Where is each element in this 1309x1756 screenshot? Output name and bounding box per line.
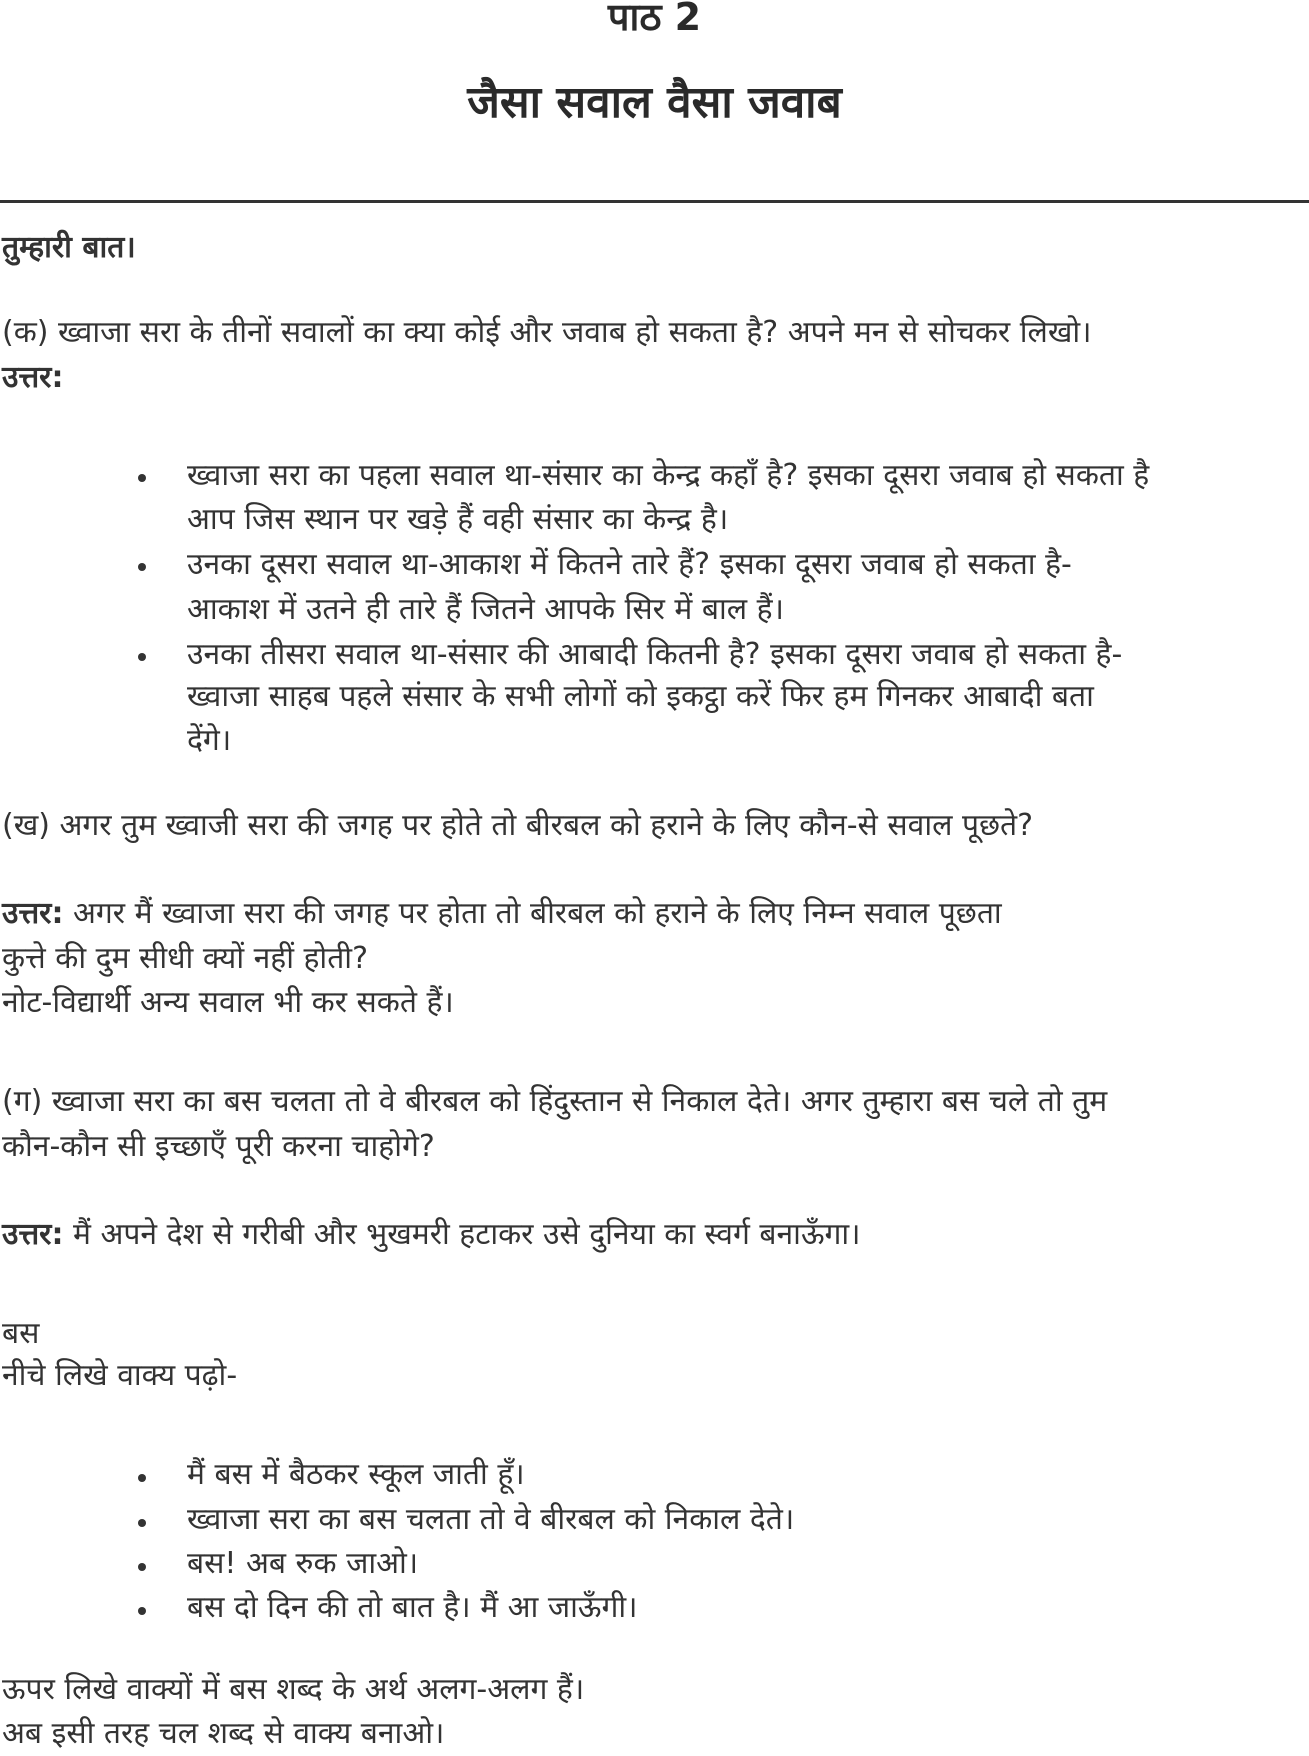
list-item: ख्वाजा सरा का बस चलता तो वे बीरबल को निकाल देते। (187, 1502, 795, 1537)
list-item-continued: देंगे। (187, 723, 232, 758)
answer-note: नोट-विद्यार्थी अन्य सवाल भी कर सकते हैं। (2, 985, 454, 1020)
bullet-icon (138, 1563, 146, 1571)
answer-ga (2, 1213, 861, 1257)
list-item-continued: आकाश में उतने ही तारे हैं जितने आपके सिर में बाल हैं। (187, 592, 784, 627)
question-ka: (क) ख्वाजा सरा के तीनों सवालों का क्या कोई और जवाब हो सकता है? अपने मन से सोचकर लिखो। (2, 315, 1092, 350)
question-kha: (ख) अगर तुम ख्वाजी सरा की जगह पर होते तो बीरबल को हराने के लिए कौन-से सवाल पूछते? (2, 808, 1034, 843)
answer-label: उत्तर: (2, 896, 64, 931)
bas-heading: बस (2, 1316, 40, 1351)
bullet-icon (138, 1607, 146, 1615)
lesson-title: जैसा सवाल वैसा जवाब (467, 77, 842, 128)
bullet-icon (138, 653, 146, 661)
bas-instruction: नीचे लिखे वाक्य पढ़ो- (2, 1358, 238, 1393)
bullet-icon (138, 1519, 146, 1527)
list-item: मैं बस में बैठकर स्कूल जाती हूँ। (187, 1457, 525, 1492)
list-item: बस! अब रुक जाओ। (187, 1546, 419, 1581)
question-ga: (ग) ख्वाजा सरा का बस चलता तो वे बीरबल को हिंदुस्तान से निकाल देते। अगर तुम्हारा बस चले तो तुम (2, 1084, 1108, 1119)
list-item: ख्वाजा सरा का पहला सवाल था-संसार का केन्द्र कहाँ है? इसका दूसरा जवाब हो सकता है (187, 458, 1150, 493)
answer-line: कुत्ते की दुम सीधी क्यों नहीं होती? (2, 941, 368, 976)
list-item-continued: ख्वाजा साहब पहले संसार के सभी लोगों को इकट्ठा करें फिर हम गिनकर आबादी बता (187, 679, 1094, 714)
answer-label: उत्तर: (2, 1217, 64, 1252)
bullet-icon (138, 474, 146, 482)
question-ga-continued: कौन-कौन सी इच्छाएँ पूरी करना चाहोगे? (2, 1129, 435, 1164)
answer-text: मैं अपने देश से गरीबी और भुखमरी हटाकर उसे दुनिया का स्वर्ग बनाऊँगा। (72, 1217, 861, 1252)
section-heading: तुम्हारी बात। (2, 230, 136, 265)
answer-label: उत्तर: (2, 360, 64, 395)
list-item: उनका तीसरा सवाल था-संसार की आबादी कितनी है? इसका दूसरा जवाब हो सकता है- (187, 637, 1123, 672)
list-item-continued: आप जिस स्थान पर खड़े हैं वही संसार का केन्द्र है। (187, 502, 729, 537)
bas-note: ऊपर लिखे वाक्यों में बस शब्द के अर्थ अलग-अलग हैं। (2, 1672, 585, 1707)
bullet-icon (138, 563, 146, 571)
bullet-icon (138, 1474, 146, 1482)
divider (0, 200, 1309, 203)
lesson-number: पाठ 2 (607, 0, 702, 39)
answer-kha (2, 892, 1002, 936)
answer-text: अगर मैं ख्वाजा सरा की जगह पर होता तो बीरबल को हराने के लिए निम्न सवाल पूछता (72, 896, 1002, 931)
list-item: बस दो दिन की तो बात है। मैं आ जाऊँगी। (187, 1590, 638, 1625)
list-item: उनका दूसरा सवाल था-आकाश में कितने तारे हैं? इसका दूसरा जवाब हो सकता है- (187, 547, 1072, 582)
bas-task: अब इसी तरह चल शब्द से वाक्य बनाओ। (2, 1716, 445, 1751)
